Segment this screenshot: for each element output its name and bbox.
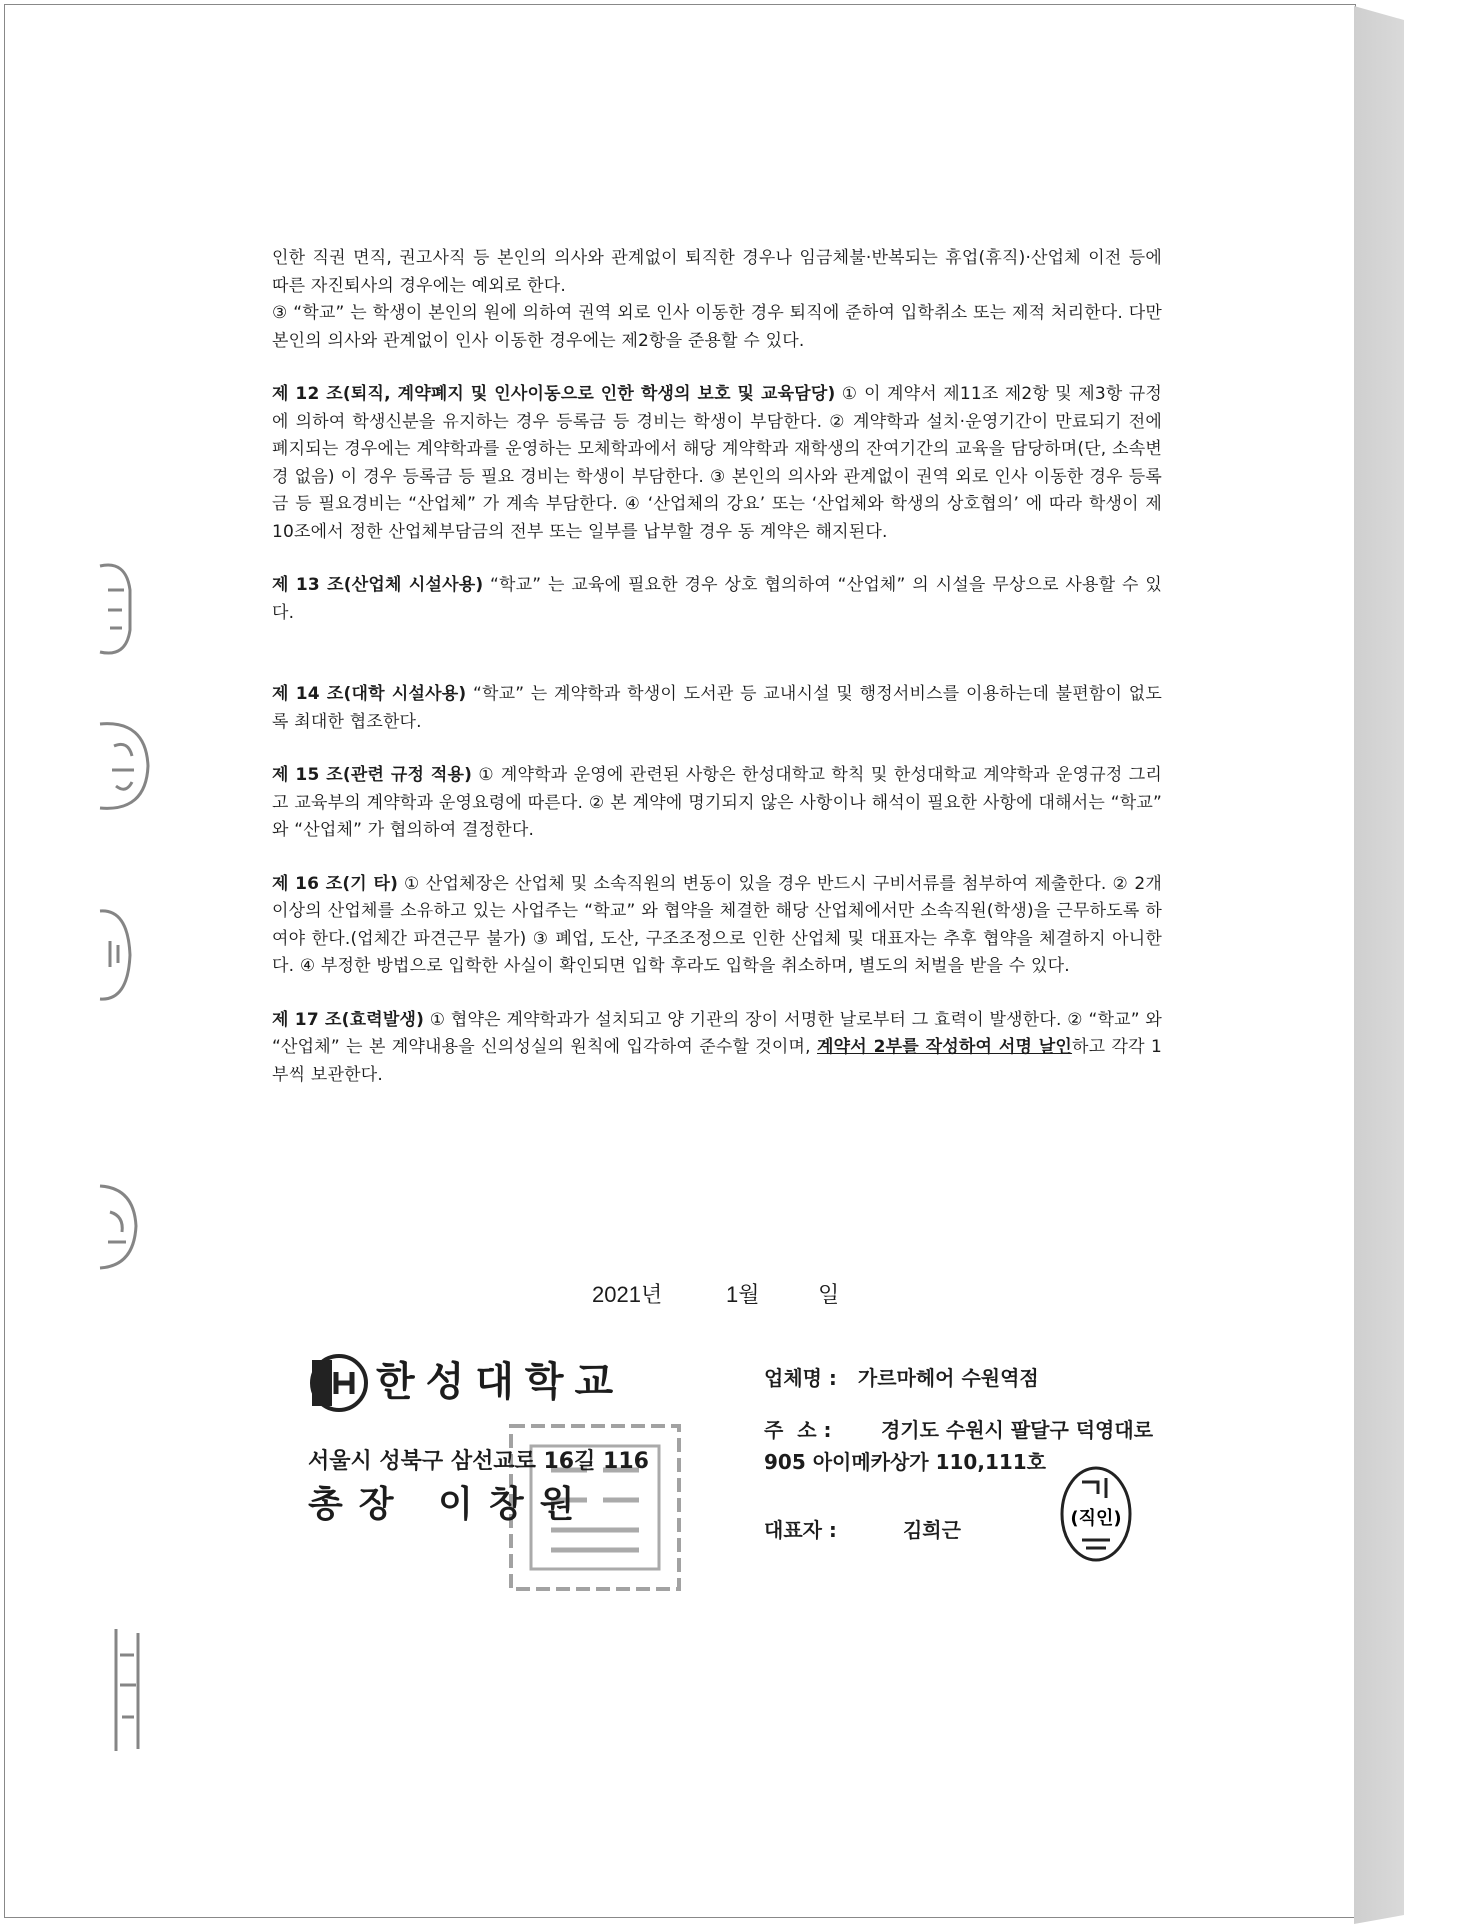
article-13-heading: 제 13 조(산업체 시설사용) <box>272 575 484 595</box>
company-seal-text: (직인) <box>1070 1508 1122 1529</box>
article-15-text: ① 계약학과 운영에 관련된 사항은 한성대학교 학칙 및 한성대학교 계약학과 운영규정 그리고 교육부의 계약학과 운영요령에 따른다. ② 본 계약에 명기되지 않은 사항이나 해석이 필요한 사항에 대해서는 “학교” 와 “산업체” 가 협의하여 결정한다. <box>272 765 1163 840</box>
article-13 <box>272 572 1162 627</box>
article-12-heading: 제 12 조(퇴직, 계약폐지 및 인사이동으로 인한 학생의 보호 및 교육담당) <box>272 384 836 404</box>
margin-stamp-4 <box>96 1182 140 1272</box>
article-17-underlined: 계약서 2부를 작성하여 서명 날인 <box>817 1037 1073 1057</box>
hansung-university-logo <box>308 1352 370 1414</box>
article-17-tail: 하고 각각 1부씩 보관한다. <box>272 1037 1162 1085</box>
page-stack-edge <box>1354 0 1404 1926</box>
company-name-row <box>764 1362 1039 1391</box>
company-name-value: 가르마헤어 수원역점 <box>857 1366 1039 1390</box>
article-13-text: “학교” 는 교육에 필요한 경우 상호 협의하여 “산업체” 의 시설을 무상으로 사용할 수 있다. <box>272 575 1162 623</box>
date-day: 일 <box>818 1282 840 1307</box>
school-name: 한성대학교 <box>376 1359 625 1405</box>
school-president: 총장 이창원 <box>308 1484 591 1525</box>
company-rep-value: 김희근 <box>902 1518 961 1542</box>
school-address: 서울시 성북구 삼선교로 16길 116 <box>308 1449 649 1474</box>
article-15-heading: 제 15 조(관련 규정 적용) <box>272 765 473 785</box>
contract-text <box>272 245 1162 1089</box>
article-12-text: ① 이 계약서 제11조 제2항 및 제3항 규정에 의하여 학생신분을 유지하는 경우 등록금 등 경비는 학생이 부담한다. ② 계약학과 설치·운영기간이 만료되기 전에 폐지되는 경우에는 계약학과를 운영하는 모체학과에서 해당 계약학과 재학생의 잔여기간의 교육을 담당하며(단, 소속변경 없음) 이 경우 등록금 등 필요 경비는 학생이 부담한다. ③ 본인의 의사와 관계없이 권역 외로 인사 이동한 경우 등록금 등 필요경비는 “산업체” 가 계속 부담한다. ④ ‘산업체의 강요’ 또는 ‘산업체와 학생의 상호협의’ 에 따라 학생이 제10조에서 정한 산업체부담금의 전부 또는 일부를 납부할 경우 동 계약은 해지된다. <box>272 384 1163 542</box>
company-rep-row <box>764 1514 961 1543</box>
date-month: 1월 <box>726 1282 760 1307</box>
company-address-label: 주 소 : <box>764 1418 832 1442</box>
article-15 <box>272 762 1162 845</box>
article-17-text: ① 협약은 계약학과가 설치되고 양 기관의 장이 서명한 날로부터 그 효력이 발생한다. ② “학교” 와 “산업체” 는 본 계약내용을 신의성실의 원칙에 입각하여 준수할 것이며, <box>272 1009 1163 1057</box>
company-rep-label: 대표자 : <box>764 1518 837 1542</box>
article-11-continuation: 인한 직권 면직, 권고사직 등 본인의 의사와 관계없이 퇴직한 경우나 임금체불·반복되는 휴업(휴직)·산업체 이전 등에 따른 자진퇴사의 경우에는 예외로 한다. <box>272 248 1162 296</box>
margin-stamp-5 <box>110 1625 146 1755</box>
date-year: 2021년 <box>592 1282 663 1307</box>
company-address-value-1: 경기도 수원시 팔달구 덕영대로 <box>880 1418 1154 1442</box>
company-seal <box>1058 1464 1134 1564</box>
article-11-clause-3: ③ “학교” 는 학생이 본인의 원에 의하여 권역 외로 인사 이동한 경우 퇴직에 준하여 입학취소 또는 제적 처리한다. 다만 본인의 의사와 관계없이 인사 이동한 경우에는 제2항을 준용할 수 있다. <box>272 303 1162 351</box>
article-14 <box>272 681 1162 736</box>
article-16-heading: 제 16 조(기 타) <box>272 873 399 894</box>
article-12 <box>272 381 1162 546</box>
article-16-text: ① 산업체장은 산업체 및 소속직원의 변동이 있을 경우 반드시 구비서류를 첨부하여 제출한다. ② 2개 이상의 산업체를 소유하고 있는 사업주는 “학교” 와 협약을 체결한 해당 산업체에서만 소속직원(학생)을 근무하도록 하여야 한다.(업체간 파견근무 불가) ③ 폐업, 도산, 구조조정으로 인한 산업체 및 대표자는 추후 협약을 체결하지 아니한다. ④ 부정한 방법으로 입학한 사실이 확인되면 입학 후라도 입학을 취소하며, 별도의 처벌을 받을 수 있다. <box>272 873 1163 976</box>
article-17 <box>272 1007 1162 1090</box>
article-14-text: “학교” 는 계약학과 학생이 도서관 등 교내시설 및 행정서비스를 이용하는데 불편함이 없도록 최대한 협조한다. <box>272 684 1163 732</box>
article-14-heading: 제 14 조(대학 시설사용) <box>272 684 467 704</box>
margin-stamp-1 <box>96 560 136 660</box>
article-17-heading: 제 17 조(효력발생) <box>272 1009 425 1030</box>
margin-stamp-3 <box>96 905 136 1005</box>
company-address-row <box>764 1414 1153 1443</box>
company-name-label: 업체명 : <box>764 1366 837 1390</box>
company-address-row-2 <box>764 1446 1046 1475</box>
company-address-value-2: 905 아이메카상가 110,111호 <box>764 1450 1047 1474</box>
article-16 <box>272 871 1162 981</box>
margin-stamp-2 <box>96 716 152 816</box>
